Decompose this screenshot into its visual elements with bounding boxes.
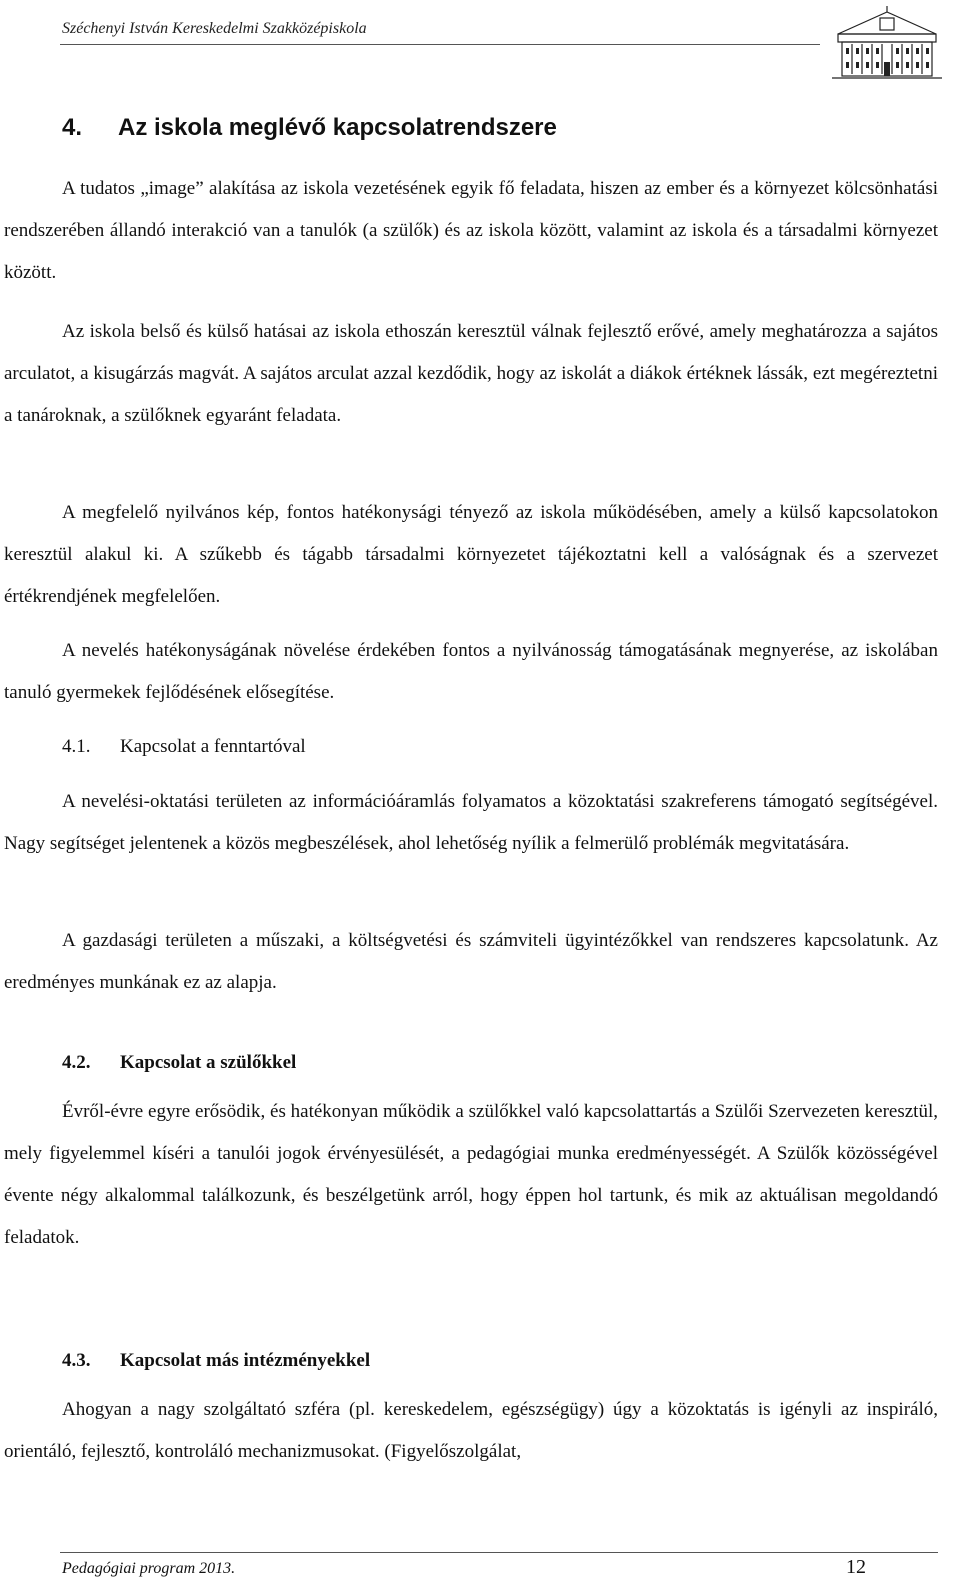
section-4-2-heading — [62, 1052, 296, 1074]
section-4-paragraph-4: A nevelés hatékonyságának növelése érdekében fontos a nyilvánosság támogatásának megnyerése, az iskolában tanuló gyermekek fejlődésének elősegítése. — [4, 640, 938, 703]
section-4-1-number: 4.1. — [62, 736, 91, 757]
section-4-paragraph-1: A tudatos „image” alakítása az iskola vezetésének egyik fő feladata, hiszen az ember és a környezet kölcsönhatási rendszerében állandó interakció van a tanulók (a szülők) és az iskola között, valamint az iskola és a társadalmi környezet között. — [4, 178, 938, 283]
header-divider — [60, 44, 820, 45]
section-4-heading — [62, 114, 557, 142]
section-4-3-paragraph-1: Ahogyan a nagy szolgáltató szféra (pl. kereskedelem, egészségügy) úgy a közoktatás is igényli az inspiráló, orientáló, fejlesztő, kontroláló mechanizmusokat. (Figyelőszolgálat, — [4, 1399, 938, 1462]
section-4-3-title: Kapcsolat más intézményekkel — [120, 1350, 371, 1371]
section-4-1-title: Kapcsolat a fenntartóval — [120, 736, 306, 757]
section-4-paragraph-3: A megfelelő nyilvános kép, fontos hatékonysági tényező az iskola működésében, amely a külső kapcsolatokon keresztül alakul ki. A szűkebb és tágabb társadalmi környezetet tájékoztatni kell a valóságnak és a szervezet értékrendjének megfelelően. — [4, 502, 938, 607]
school-building-icon — [828, 4, 946, 82]
section-4-3-number: 4.3. — [62, 1350, 91, 1371]
section-4-3-heading — [62, 1350, 370, 1372]
header-school-name: Széchenyi István Kereskedelmi Szakközépiskola — [62, 20, 367, 37]
section-4-1-heading — [62, 736, 306, 758]
section-4-paragraph-2: Az iskola belső és külső hatásai az iskola ethoszán keresztül válnak fejlesztő erővé, amely meghatározza a sajátos arculatot, a kisugárzás magvát. A sajátos arculat azzal kezdődik, hogy az iskolát a diákok értéknek lássák, ezt megéreztetni a tanároknak, a szülőknek egyaránt feladata. — [4, 321, 938, 426]
section-4-number: 4. — [62, 114, 83, 141]
section-4-1-paragraph-1: A nevelési-oktatási területen az információáramlás folyamatos a közoktatási szakreferens támogató segítségével. Nagy segítséget jelentenek a közös megbeszélések, ahol lehetőség nyílik a felmerülő problémák megvitatására. — [4, 791, 938, 854]
section-4-2-title: Kapcsolat a szülőkkel — [120, 1052, 297, 1073]
section-4-2-paragraph-1: Évről-évre egyre erősödik, és hatékonyan működik a szülőkkel való kapcsolattartás a Szülői Szervezeten keresztül, mely figyelemmel kíséri a tanulói jogok érvényesülését, a pedagógiai munka eredményességét. A Szülők közösségével évente négy alkalommal találkozunk, és beszélgetünk arról, hogy éppen hol tartunk, és mik az aktuálisan megoldandó feladatok. — [4, 1101, 938, 1248]
footer-document-title: Pedagógiai program 2013. — [62, 1560, 236, 1577]
section-4-2-number: 4.2. — [62, 1052, 91, 1073]
footer-divider — [60, 1552, 938, 1553]
section-4-title: Az iskola meglévő kapcsolatrendszere — [118, 114, 557, 141]
section-4-1-paragraph-2: A gazdasági területen a műszaki, a költségvetési és számviteli ügyintézőkkel van rendszeres kapcsolatunk. Az eredményes munkának ez az alapja. — [4, 930, 938, 993]
page-number: 12 — [846, 1556, 866, 1578]
